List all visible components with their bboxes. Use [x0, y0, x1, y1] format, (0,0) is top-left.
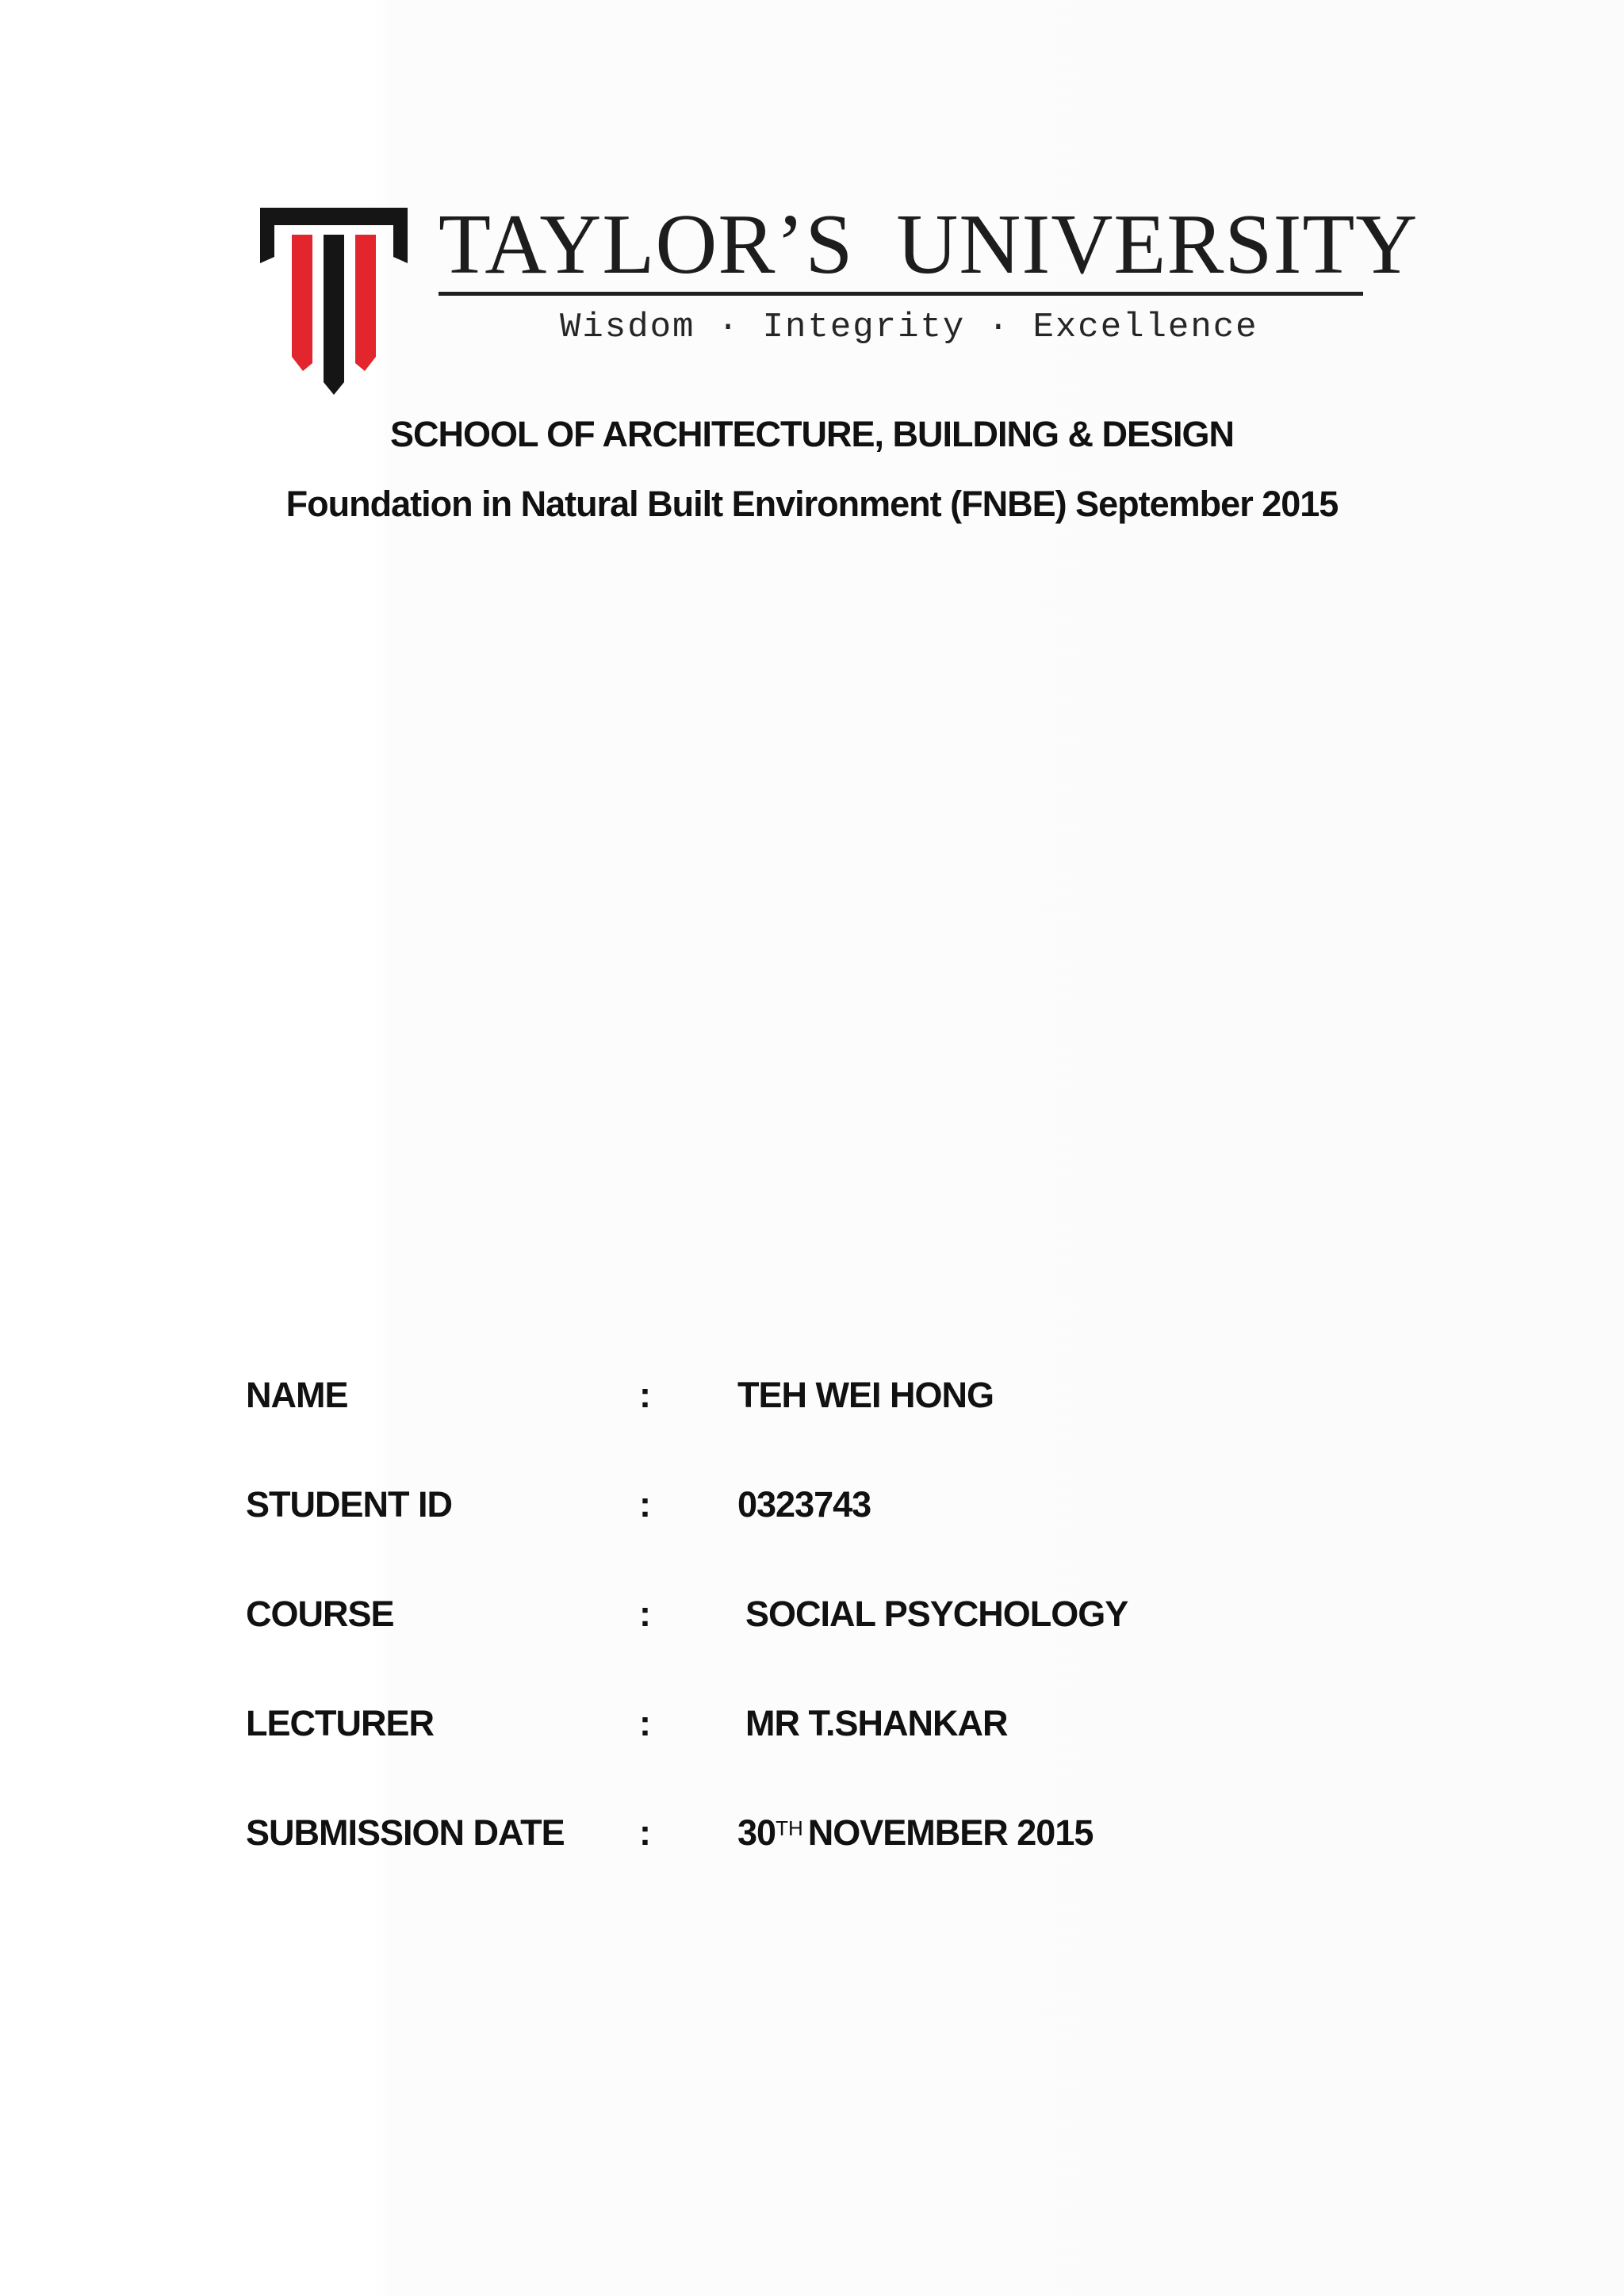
university-emblem-icon — [260, 208, 408, 395]
info-value: 0323743 — [737, 1484, 871, 1525]
date-month-year: NOVEMBER 2015 — [807, 1812, 1094, 1853]
date-ordinal-suffix: TH — [776, 1816, 803, 1840]
info-separator: : — [639, 1594, 650, 1634]
school-heading: SCHOOL OF ARCHITECTURE, BUILDING & DESIGN — [389, 414, 1235, 454]
info-label: LECTURER — [246, 1703, 434, 1743]
info-separator: : — [639, 1375, 650, 1415]
info-label: STUDENT ID — [246, 1484, 452, 1525]
info-row-student-id — [246, 1483, 1277, 1592]
university-wordmark: TAYLOR’S UNIVERSITY — [439, 197, 1419, 292]
student-info-table — [246, 1373, 1277, 1920]
emblem-right-flange — [393, 225, 408, 263]
info-value: SOCIAL PSYCHOLOGY — [745, 1594, 1128, 1634]
info-separator: : — [639, 1484, 650, 1525]
info-separator: : — [639, 1703, 650, 1743]
info-row-name — [246, 1373, 1277, 1483]
emblem-black-pillar-center — [324, 235, 344, 395]
info-row-submission-date — [246, 1811, 1277, 1920]
logo-divider — [439, 292, 1363, 296]
info-value: MR T.SHANKAR — [745, 1703, 1008, 1743]
info-label: NAME — [246, 1375, 348, 1415]
program-heading: Foundation in Natural Built Environment (FNBE) September 2015 — [285, 484, 1339, 524]
info-row-lecturer — [246, 1701, 1277, 1811]
info-separator: : — [639, 1812, 650, 1853]
emblem-cap — [260, 208, 408, 225]
info-value-date — [737, 1811, 1093, 1860]
info-label: COURSE — [246, 1594, 394, 1634]
date-day: 30 — [737, 1812, 776, 1853]
info-label: SUBMISSION DATE — [246, 1812, 565, 1853]
university-tagline: Wisdom · Integrity · Excellence — [560, 308, 1258, 347]
info-row-course — [246, 1592, 1277, 1701]
university-logo — [260, 197, 1419, 398]
emblem-left-flange — [260, 225, 274, 263]
info-value: TEH WEI HONG — [737, 1375, 994, 1415]
emblem-red-pillar-right — [355, 235, 376, 371]
emblem-red-pillar-left — [292, 235, 312, 371]
